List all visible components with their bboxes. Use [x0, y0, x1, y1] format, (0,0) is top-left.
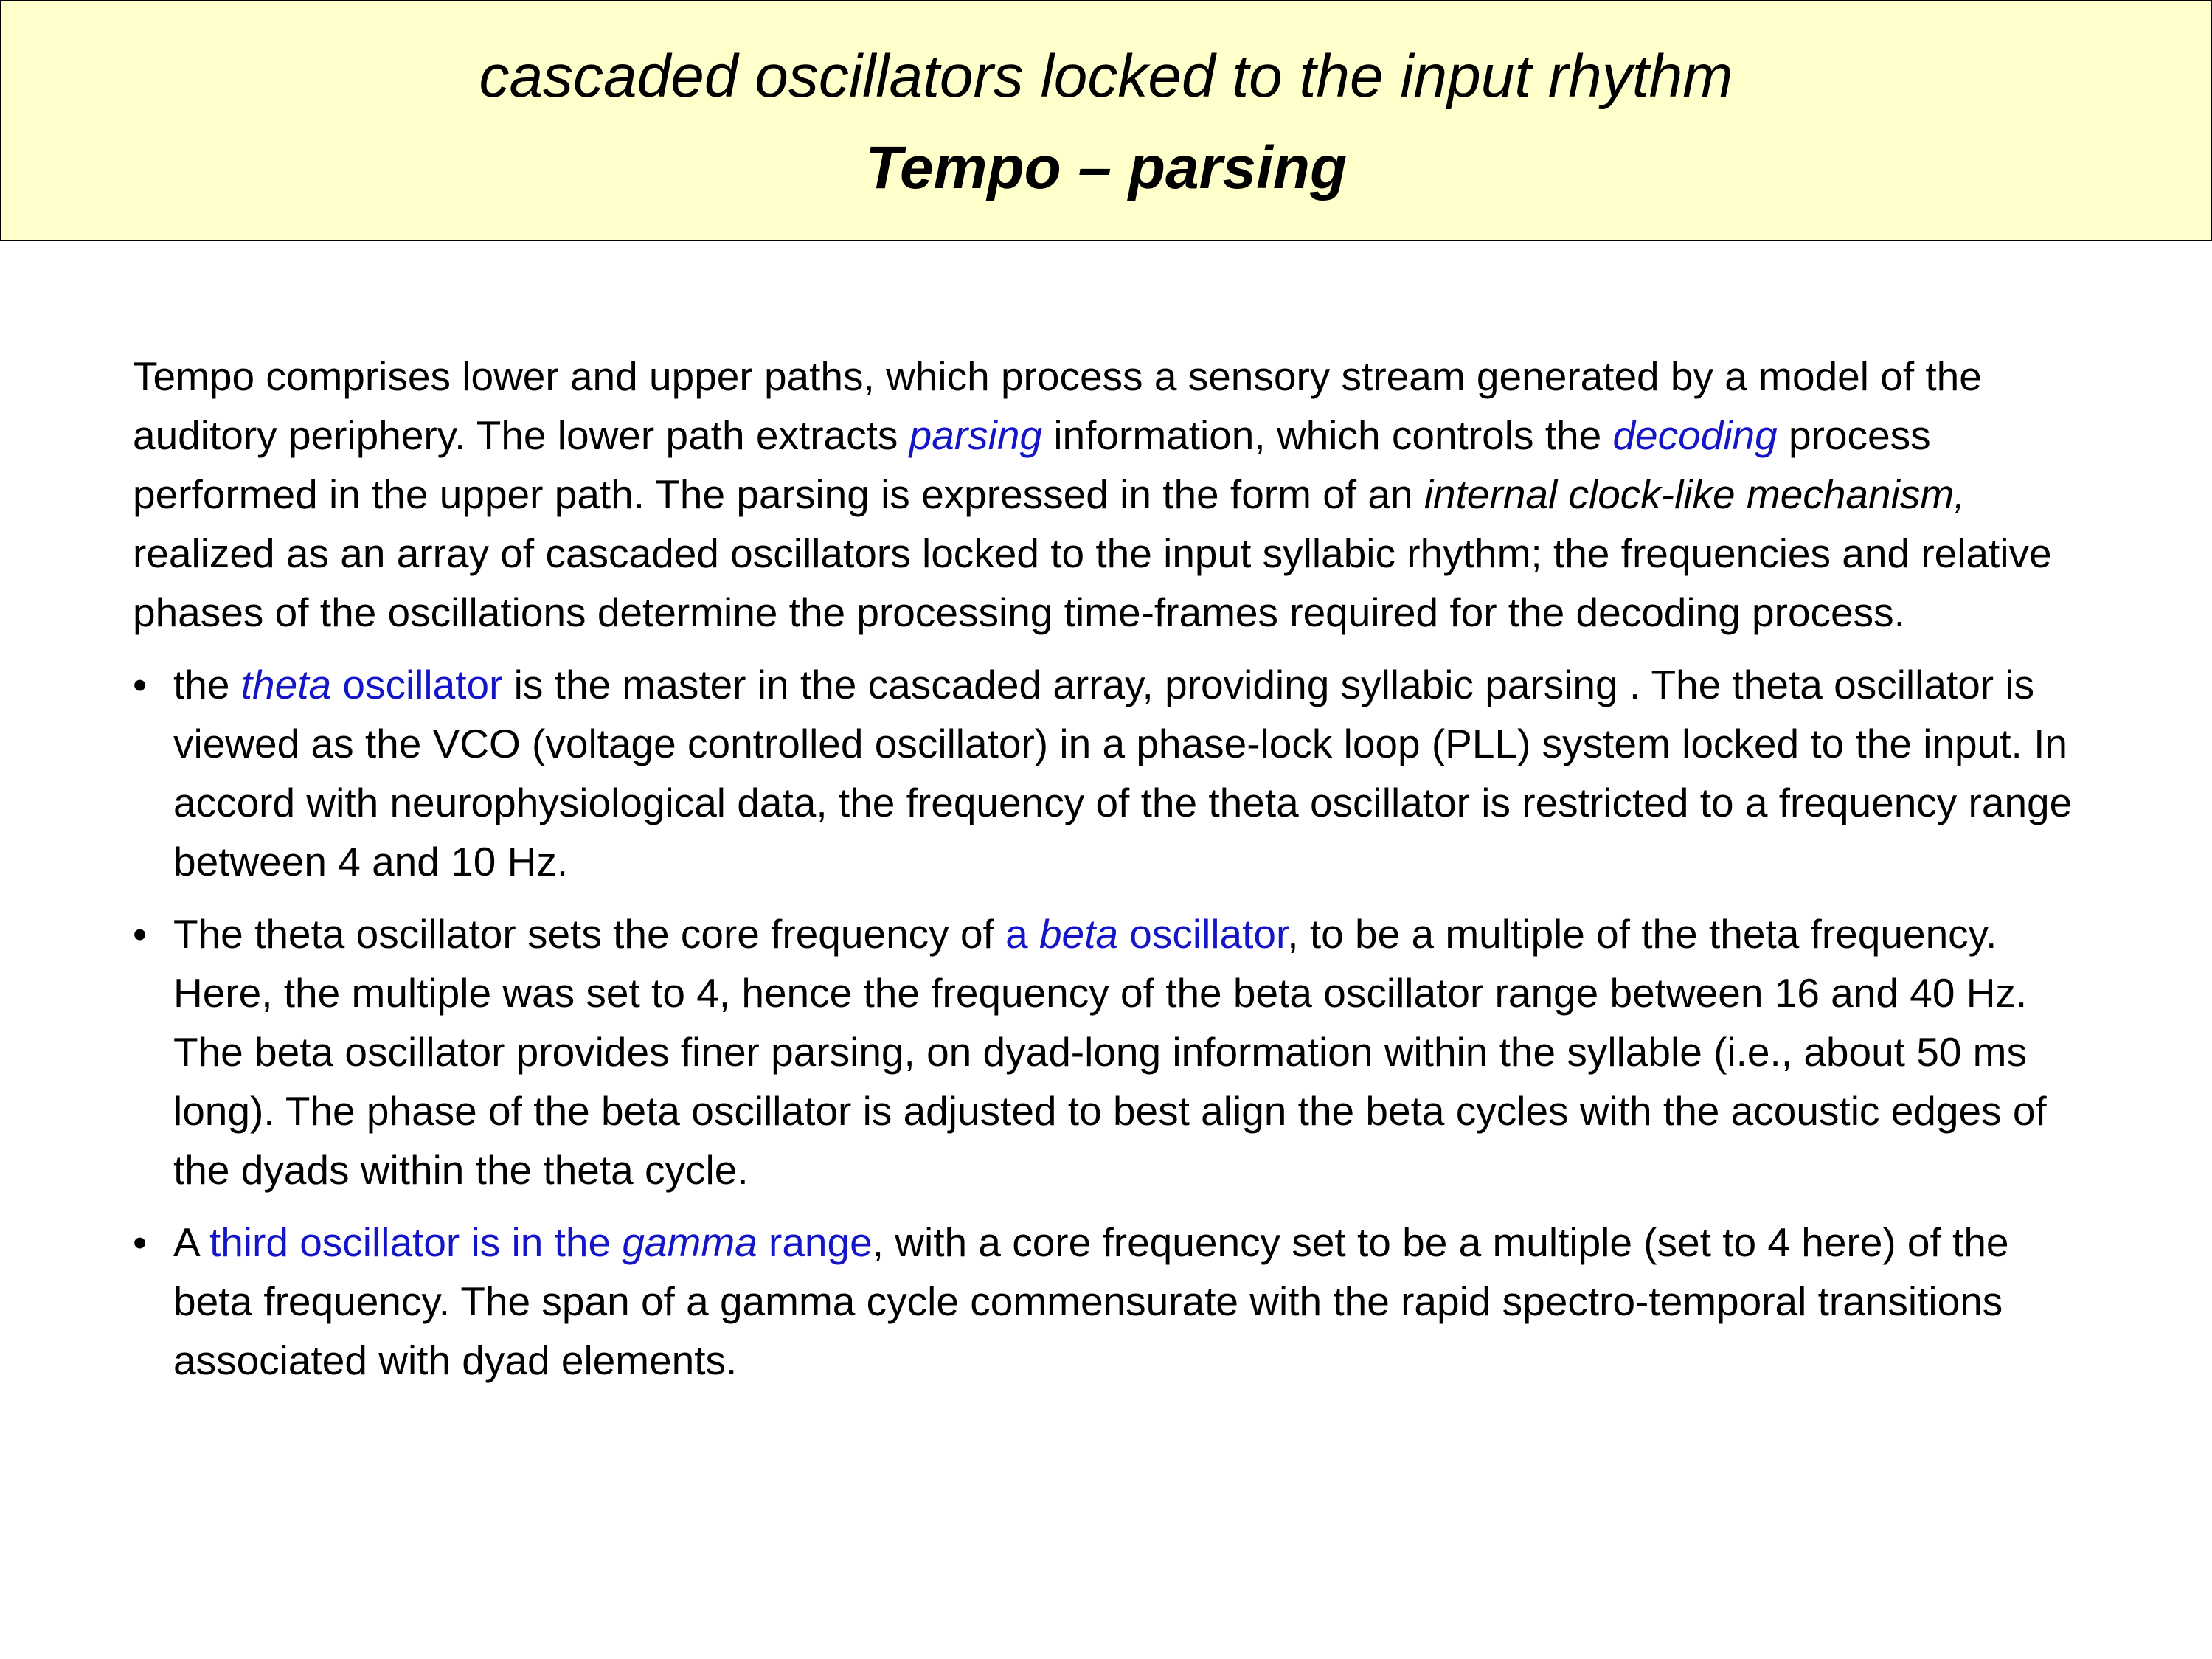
bullet-icon: •: [133, 911, 148, 957]
slide-title: Tempo – parsing: [864, 134, 1348, 201]
beta-term: beta: [1039, 911, 1119, 957]
theta-oscillator-term: oscillator: [331, 662, 503, 707]
slide-body: [133, 347, 2080, 1403]
parsing-term: parsing: [909, 412, 1043, 458]
slide-subtitle: cascaded oscillators locked to the input rhythm: [479, 43, 1733, 110]
theta-bullet: [133, 655, 2080, 891]
gamma-term: gamma: [622, 1219, 757, 1265]
gamma-bullet: [133, 1213, 2080, 1390]
decoding-term: decoding: [1612, 412, 1778, 458]
beta-article: a: [1005, 911, 1039, 957]
beta-text-2: , to be a multiple of the theta frequency. Here, the multiple was set to 4, hence the frequency of the beta oscillator range between 16 and 40 Hz. The beta oscillator provides finer parsing, on dyad-long information within the syllable (i.e., about 50 ms long). The phase of the beta oscillator is adjusted to best align the beta cycles with the acoustic edges of the dyads within the theta cycle.: [173, 911, 2047, 1193]
beta-bullet: [133, 904, 2080, 1199]
third-oscillator-term: third oscillator is in the: [209, 1219, 623, 1265]
beta-text-1: The theta oscillator sets the core frequency of: [173, 911, 1006, 957]
bullet-icon: •: [133, 1219, 148, 1265]
intro-paragraph: [133, 347, 2080, 642]
gamma-range-term: range: [757, 1219, 873, 1265]
beta-oscillator-term: oscillator: [1118, 911, 1288, 957]
intro-text-2: information, which controls the: [1042, 412, 1613, 458]
bullet-icon: •: [133, 662, 148, 707]
theta-text-1: the: [173, 662, 241, 707]
title-banner: [0, 0, 2212, 241]
intro-text-1: Tempo comprises lower and upper paths, which process a sensory stream generated by a model of the auditory periphery. The lower path extracts: [133, 353, 1982, 458]
theta-term: theta: [240, 662, 332, 707]
theta-text-2: is the master in the cascaded array, providing syllabic parsing . The theta oscillator is viewed as the VCO (voltage controlled oscillator) in a phase-lock loop (PLL) system locked to the input. In accord with neurophysiological data, the frequency of the theta oscillator is restricted to a frequency range between 4 and 10 Hz.: [173, 662, 2073, 884]
gamma-text-2: , with a core frequency set to be a multiple (set to 4 here) of the beta frequency. The span of a gamma cycle commensurate with the rapid spectro-temporal transitions associated with dyad elements.: [173, 1219, 2009, 1383]
intro-text-3: process performed in the upper path. The parsing is expressed in the form of an: [133, 412, 1931, 517]
oscillator-list: [133, 655, 2080, 1390]
intro-text-4: realized as an array of cascaded oscillators locked to the input syllabic rhythm; the frequencies and relative phases of the oscillations determine the processing time-frames required for the decoding process.: [133, 530, 2052, 635]
gamma-text-1: A: [173, 1219, 209, 1265]
mechanism-term: internal clock-like mechanism,: [1424, 471, 1966, 517]
